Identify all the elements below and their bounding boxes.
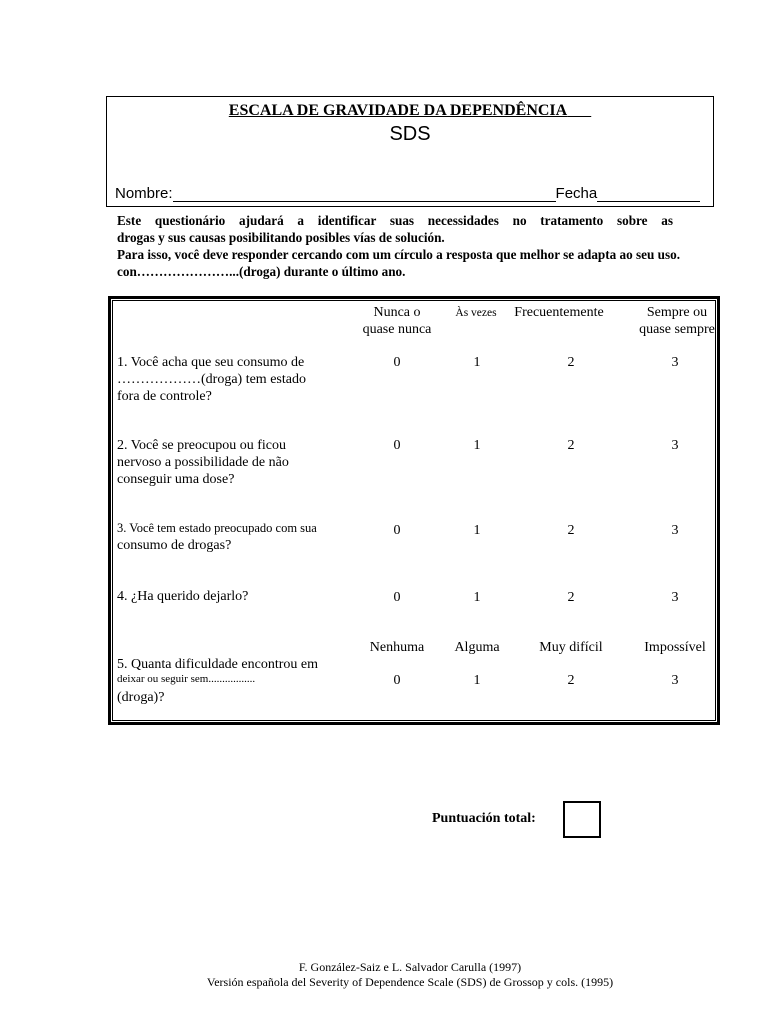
header-always: Sempre ou quase sempre	[639, 305, 715, 337]
question-table	[108, 296, 720, 725]
score-option[interactable]: 2	[567, 355, 575, 370]
date-label: Fecha	[555, 185, 598, 202]
score-option[interactable]: 1	[473, 523, 481, 538]
score-option[interactable]: 3	[671, 590, 679, 605]
question-5: 5. Quanta dificuldade encontrou em deixar ou seguir sem................. (droga)?	[117, 657, 318, 705]
score-option[interactable]: 0	[393, 590, 401, 605]
date-field[interactable]	[597, 187, 700, 202]
score-option[interactable]: 2	[567, 523, 575, 538]
header-sometimes: Às vezes	[455, 307, 497, 319]
q5-header-very-difficult: Muy difícil	[539, 640, 603, 655]
footer-citation: F. González-Saiz e L. Salvador Carulla (1997) Versión española del Severity of Dependence Scale (SDS) de Grossop y cols. (1995)	[206, 960, 614, 989]
question-3: 3. Você tem estado preocupado com sua consumo de drogas?	[117, 521, 317, 553]
score-option[interactable]: 3	[671, 673, 679, 688]
intro-line: drogas y sus causas posibilitando posibles vías de solución.	[117, 230, 445, 245]
q5-header-none: Nenhuma	[369, 640, 425, 655]
q5-header-some: Alguma	[454, 640, 500, 655]
q5-header-impossible: Impossível	[644, 640, 706, 655]
page-title: ESCALA DE GRAVIDADE DA DEPENDÊNCIA	[228, 102, 568, 119]
header-never: Nunca o quase nunca	[362, 305, 432, 337]
score-option[interactable]: 0	[393, 355, 401, 370]
score-option[interactable]: 2	[567, 590, 575, 605]
header-box	[106, 96, 714, 207]
intro-line: con…………………...(droga) durante o último ano.	[117, 264, 406, 279]
score-option[interactable]: 0	[393, 673, 401, 688]
intro-line: Este questionário ajudará a identificar suas necessidades no tratamento sobre as	[117, 213, 673, 228]
question-1: 1. Você acha que seu consumo de ………………(droga) tem estado fora de controle?	[117, 355, 306, 404]
score-option[interactable]: 3	[671, 523, 679, 538]
name-label: Nombre:	[115, 185, 173, 202]
score-option[interactable]: 0	[393, 523, 401, 538]
question-4: 4. ¿Ha querido dejarlo?	[117, 589, 249, 604]
score-option[interactable]: 0	[393, 438, 401, 453]
name-date-row	[115, 185, 705, 202]
score-option[interactable]: 2	[567, 438, 575, 453]
question-2: 2. Você se preocupou ou ficou nervoso a possibilidade de não conseguir uma dose?	[117, 438, 289, 487]
score-option[interactable]: 3	[671, 438, 679, 453]
score-option[interactable]: 1	[473, 590, 481, 605]
name-field[interactable]	[173, 187, 556, 202]
total-score-box[interactable]	[563, 801, 601, 838]
score-option[interactable]: 2	[567, 673, 575, 688]
page-subtitle: SDS	[389, 123, 431, 145]
header-frequently: Frecuentemente	[514, 305, 604, 320]
score-option[interactable]: 3	[671, 355, 679, 370]
score-option[interactable]: 1	[473, 438, 481, 453]
score-option[interactable]: 1	[473, 355, 481, 370]
intro-text	[117, 212, 749, 280]
score-option[interactable]: 1	[473, 673, 481, 688]
intro-line: Para isso, você deve responder cercando com um círculo a resposta que melhor se adapta ao seu uso.	[117, 247, 681, 262]
total-score-label: Puntuación total:	[432, 811, 536, 826]
